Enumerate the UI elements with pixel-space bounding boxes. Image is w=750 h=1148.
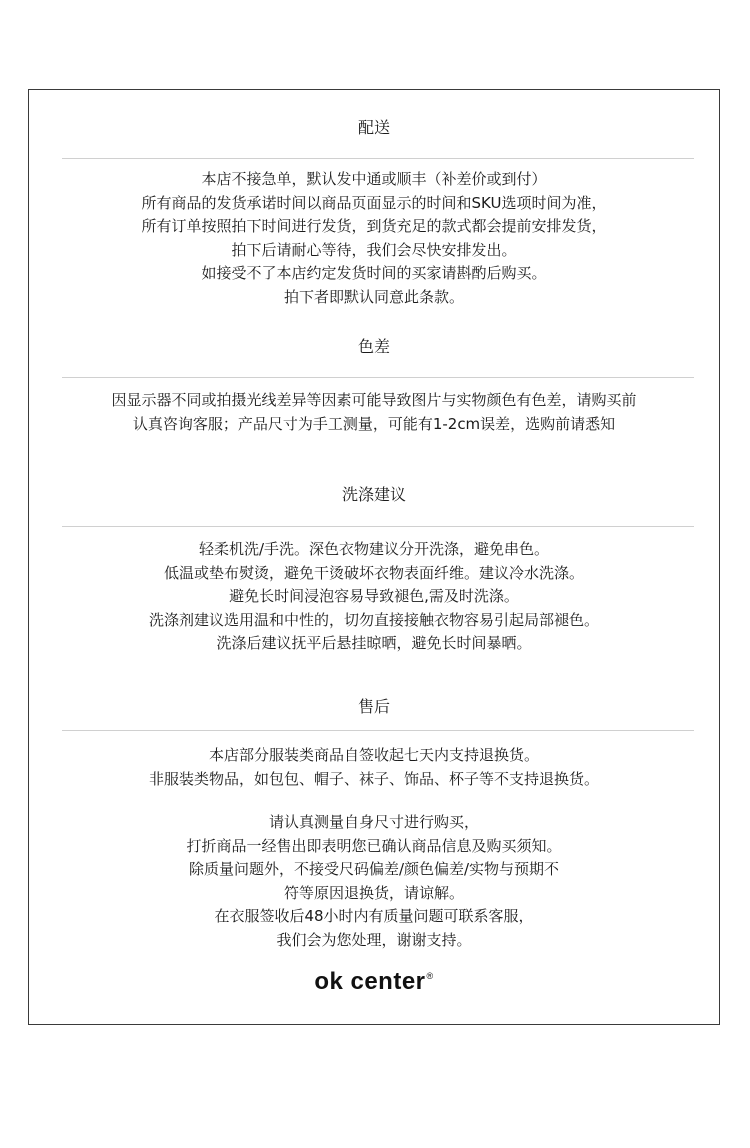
delivery-line: 本店不接急单，默认发中通或顺丰（补差价或到付）: [201, 170, 547, 188]
aftersale-line: 我们会为您处理，谢谢支持。: [276, 930, 472, 949]
washing-line: 洗涤后建议抚平后悬挂晾晒，避免长时间暴晒。: [216, 634, 532, 652]
delivery-text: [29, 168, 719, 309]
brand-logo: [29, 968, 719, 996]
aftersale-text: [29, 744, 719, 791]
delivery-divider: [62, 158, 694, 159]
color-line: 认真咨询客服；产品尺寸为手工测量，可能有1-2cm误差，选购前请悉知: [132, 414, 616, 433]
aftersale-line: 打折商品一经售出即表明您已确认商品信息及购买须知。: [186, 836, 562, 855]
aftersale-title: 售后: [357, 697, 390, 716]
delivery-line: 拍下后请耐心等待，我们会尽快安排发出。: [231, 240, 517, 259]
washing-divider: [62, 526, 694, 527]
color-line: 因显示器不同或拍摄光线差异等因素可能导致图片与实物颜色有色差，请购买前: [111, 391, 637, 409]
delivery-line: 所有订单按照拍下时间进行发货，到货充足的款式都会提前安排发货，: [141, 217, 607, 235]
color-text: [29, 389, 719, 436]
washing-text: [29, 538, 719, 656]
color-divider: [62, 377, 694, 378]
washing-line: 低温或垫布熨烫，避免干烫破坏衣物表面纤维。建议冷水洗涤。: [163, 563, 584, 582]
washing-line: 洗涤剂建议选用温和中性的，切勿直接接触衣物容易引起局部褪色。: [148, 610, 599, 629]
washing-line: 轻柔机洗/手洗。深色衣物建议分开洗涤，避免串色。: [198, 540, 550, 558]
aftersale-divider: [62, 730, 694, 731]
washing-title: 洗涤建议: [341, 485, 406, 504]
aftersale-line: 本店部分服装类商品自签收起七天内支持退换货。: [208, 746, 539, 764]
delivery-line: 拍下者即默认同意此条款。: [283, 287, 464, 306]
aftersale-line: 请认真测量自身尺寸进行购买，: [268, 813, 479, 831]
registered-mark: ®: [426, 971, 434, 981]
delivery-line: 如接受不了本店约定发货时间的买家请斟酌后购买。: [201, 264, 547, 282]
aftersale-line: 符等原因退换货，请谅解。: [283, 883, 464, 902]
delivery-line: 所有商品的发货承诺时间以商品页面显示的时间和SKU选项时间为准，: [141, 193, 607, 212]
delivery-title: 配送: [357, 118, 390, 137]
aftersale-line: 非服装类物品，如包包、帽子、袜子、饰品、杯子等不支持退换货。: [148, 769, 599, 788]
aftersale-line: 在衣服签收后48小时内有质量问题可联系客服，: [214, 907, 534, 925]
info-frame: [28, 89, 720, 1025]
aftersale-text-2: [29, 811, 719, 952]
aftersale-line: 除质量问题外，不接受尺码偏差/颜色偏差/实物与预期不: [188, 860, 560, 878]
brand-name: ok center: [314, 968, 426, 995]
washing-line: 避免长时间浸泡容易导致褪色,需及时洗涤。: [229, 587, 519, 605]
color-title: 色差: [357, 337, 390, 356]
